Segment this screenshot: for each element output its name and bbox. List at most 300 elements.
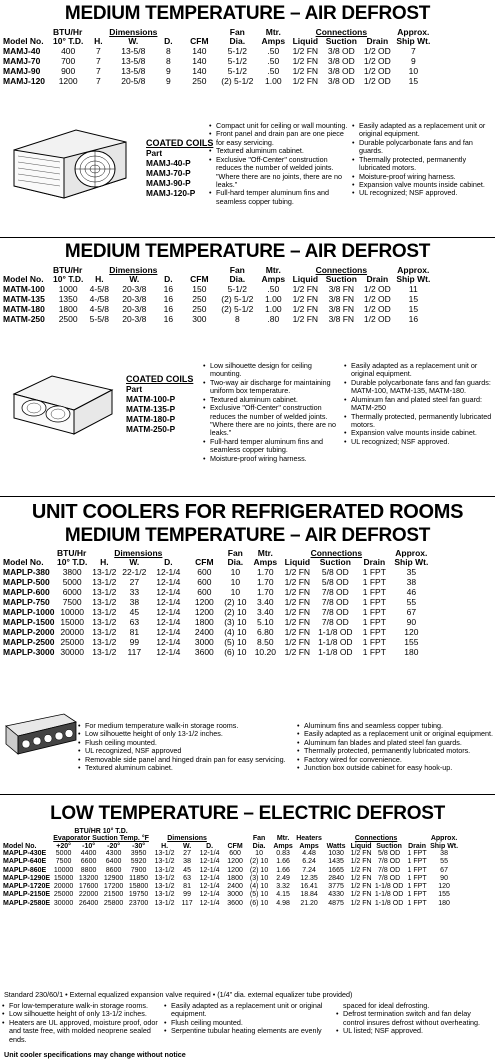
table-cell: 4.48 bbox=[302, 850, 316, 858]
table-cell: 4-/58 bbox=[89, 293, 110, 304]
hdr-approx: Approx. bbox=[395, 548, 428, 558]
table-cell: 25000 bbox=[60, 636, 84, 647]
table-cell: 13-5/8 bbox=[121, 55, 146, 66]
table-cell: 1/2 FN bbox=[284, 576, 311, 587]
table-cell: 7/8 OD bbox=[377, 866, 401, 874]
table-cell: 1/2 FN bbox=[292, 55, 319, 66]
table-cell: 25000 bbox=[53, 891, 74, 899]
hdr-approx: Approx. bbox=[397, 27, 430, 37]
hdr-suction: Suction bbox=[319, 556, 351, 567]
table-cell: 1 FPT bbox=[362, 596, 386, 607]
table-cell: 1200 bbox=[227, 866, 243, 874]
table-cell: 10000 bbox=[60, 606, 84, 617]
table-cell: 1/2 FN bbox=[350, 866, 372, 874]
model-cell: MATM-250 bbox=[3, 313, 45, 324]
hdr-d: D. bbox=[206, 842, 214, 850]
table-cell: (6) 10 bbox=[249, 899, 269, 907]
table-cell: 20-3/8 bbox=[122, 293, 147, 304]
s2-spec-table bbox=[2, 266, 482, 324]
table-cell: 13-1/2 bbox=[92, 596, 117, 607]
table-cell: 5.10 bbox=[257, 616, 274, 627]
table-cell: (4) 10 bbox=[249, 883, 269, 891]
table-cell: (2) 5-1/2 bbox=[221, 75, 254, 86]
hdr-fan-dia: Dia. bbox=[229, 273, 246, 284]
table-cell: 9 bbox=[165, 65, 171, 76]
feature-bullet: • Easily adapted as a replacement unit or original equipment. bbox=[352, 122, 492, 139]
feature-bullet: • For medium temperature walk-in storage rooms. bbox=[78, 722, 288, 730]
table-cell: 38 bbox=[440, 850, 448, 858]
feature-bullet: • Heaters are UL approved, moisture proof, odor and taste free, with molded neoprene sealed ends. bbox=[2, 1019, 162, 1044]
feature-bullet: • Low silhouette height of only 13-1/2 inches. bbox=[2, 1010, 162, 1018]
table-cell: 155 bbox=[404, 636, 419, 647]
table-cell: 13-1/2 bbox=[154, 891, 175, 899]
table-row bbox=[2, 627, 430, 637]
table-cell: 12-1/4 bbox=[199, 891, 220, 899]
model-cell: MAPLP-2000 bbox=[3, 626, 55, 637]
hdr-fan-dia: Dia. bbox=[229, 35, 246, 46]
table-cell: 13-1/2 bbox=[154, 883, 175, 891]
feature-bullet: • Aluminum fan blades and plated steel fan guards. bbox=[297, 739, 493, 747]
table-cell: 18.84 bbox=[300, 891, 318, 899]
table-cell: 45 bbox=[129, 606, 140, 617]
table-cell: 12-1/4 bbox=[156, 586, 181, 597]
feature-bullet: • Defrost termination switch and fan delay control insures defrost without overheating. bbox=[336, 1010, 494, 1027]
hdr-suction: Suction bbox=[325, 273, 357, 284]
table-cell: .50 bbox=[267, 55, 280, 66]
table-cell: 5000 bbox=[62, 576, 82, 587]
hdr-btu: BTU/Hr bbox=[57, 548, 87, 558]
table-cell: 2500 bbox=[58, 313, 78, 324]
hdr-fan: Fan bbox=[227, 548, 243, 558]
hdr-mtr: Mtr. bbox=[257, 548, 273, 558]
table-cell: 1/2 FN bbox=[284, 586, 311, 597]
table-cell: 16.41 bbox=[300, 883, 318, 891]
feature-bullet: • Flush ceiling mounted. bbox=[164, 1019, 334, 1027]
table-cell: 1/2 FN bbox=[284, 606, 311, 617]
table-cell: 1 FPT bbox=[362, 606, 386, 617]
hdr-amps: Amps bbox=[261, 35, 286, 46]
table-cell: 1/2 FN bbox=[350, 899, 372, 907]
hdr-fan-dia: Dia. bbox=[227, 556, 244, 567]
model-cell: MATM-135 bbox=[3, 293, 45, 304]
table-cell: 1800 bbox=[194, 616, 214, 627]
s3-features-left bbox=[78, 722, 288, 773]
table-cell: 11 bbox=[408, 283, 418, 294]
coated-part-number: MATM-180-P bbox=[126, 413, 176, 424]
hdr-shipwt: Ship Wt. bbox=[394, 556, 429, 567]
table-cell: 12900 bbox=[103, 874, 124, 882]
table-cell: 140 bbox=[192, 45, 207, 56]
hdr-btu-td: 10° T.D. bbox=[53, 35, 84, 46]
table-cell: 16 bbox=[163, 313, 174, 324]
coated-title: COATED COILS bbox=[146, 138, 214, 148]
table-cell: 3.40 bbox=[257, 606, 274, 617]
table-cell: 2400 bbox=[194, 626, 214, 637]
coated-part-number: MATM-135-P bbox=[126, 403, 176, 414]
table-cell: 1/2 FN bbox=[292, 75, 319, 86]
table-cell: 1/2 FN bbox=[350, 850, 372, 858]
table-cell: 900 bbox=[61, 65, 76, 76]
feature-bullet: • Thermally protected, permanently lubricated motors. bbox=[344, 413, 492, 430]
table-cell: 7/8 OD bbox=[321, 606, 349, 617]
table-cell: (2) 10 bbox=[224, 596, 247, 607]
table-cell: 150 bbox=[192, 283, 207, 294]
table-cell: 117 bbox=[127, 646, 142, 657]
table-cell: 5/8 OD bbox=[321, 566, 349, 577]
table-cell: 7500 bbox=[55, 858, 72, 866]
feature-bullet: • Thermally protected, permanently lubricated motors. bbox=[352, 156, 492, 173]
feature-bullet: • Factory wired for convenience. bbox=[297, 756, 493, 764]
s1-features-right bbox=[352, 122, 492, 198]
feature-bullet: • Easily adapted as a replacement unit or original equipment. bbox=[344, 362, 492, 379]
table-cell: 3.40 bbox=[257, 596, 274, 607]
hdr-temp-10: -10° bbox=[82, 842, 96, 850]
table-cell: 10 bbox=[408, 65, 419, 76]
table-cell: 15800 bbox=[128, 883, 149, 891]
table-cell: 600 bbox=[197, 586, 212, 597]
feature-bullet: • UL recognized; NSF approved. bbox=[352, 189, 492, 197]
model-cell: MAPLP-2150E bbox=[3, 891, 51, 899]
table-cell: (4) 10 bbox=[224, 626, 247, 637]
hdr-btu-td: 10° T.D. bbox=[57, 556, 88, 567]
hdr-fan-dia: Dia. bbox=[252, 842, 266, 850]
table-cell: 13-1/2 bbox=[92, 646, 117, 657]
hdr-suction: Suction bbox=[376, 842, 402, 850]
table-cell: 27 bbox=[129, 576, 140, 587]
table-cell: 140 bbox=[192, 55, 207, 66]
table-cell: 180 bbox=[438, 899, 450, 907]
table-cell: 7/8 OD bbox=[377, 858, 401, 866]
table-cell: 12-1/4 bbox=[156, 626, 181, 637]
table-cell: 1 FPT bbox=[362, 626, 386, 637]
s3-spec-table bbox=[2, 549, 482, 657]
hdr-mtr: Mtr. bbox=[265, 27, 281, 37]
table-cell: 13-5/8 bbox=[121, 45, 146, 56]
hdr-connections: Connections bbox=[315, 265, 368, 275]
table-cell: 6000 bbox=[62, 586, 82, 597]
table-row bbox=[2, 891, 459, 899]
feature-bullet: • Moisture-proof wiring harness. bbox=[352, 173, 492, 181]
model-cell: MAMJ-70 bbox=[3, 55, 41, 66]
table-row bbox=[2, 66, 432, 76]
table-cell: 16 bbox=[163, 283, 174, 294]
table-cell: 1200 bbox=[58, 75, 78, 86]
section2-title: MEDIUM TEMPERATURE – AIR DEFROST bbox=[64, 241, 431, 262]
feature-bullet: • Moisture-proof wiring harness. bbox=[203, 455, 343, 463]
table-cell: 30000 bbox=[53, 899, 74, 907]
table-cell: 33 bbox=[129, 586, 140, 597]
s4-features-b bbox=[164, 1002, 334, 1036]
table-cell: 1.00 bbox=[265, 303, 282, 314]
s2-features-right bbox=[344, 362, 492, 446]
table-cell: 400 bbox=[61, 45, 76, 56]
matm-unit-illustration bbox=[8, 370, 118, 440]
hdr-cfm: CFM bbox=[227, 842, 243, 850]
table-cell: 15000 bbox=[60, 616, 84, 627]
table-cell: 13-1/2 bbox=[154, 899, 175, 907]
table-cell: 1/2 OD bbox=[363, 55, 391, 66]
feature-bullet: • Expansion valve mounts inside cabinet. bbox=[344, 429, 492, 437]
table-cell: 1-1/8 OD bbox=[374, 883, 404, 891]
table-cell: 3/8 FN bbox=[328, 303, 355, 314]
table-cell: 1 FPT bbox=[407, 858, 427, 866]
table-cell: 38 bbox=[129, 596, 140, 607]
hdr-cfm: CFM bbox=[190, 273, 209, 284]
table-cell: 5/8 OD bbox=[377, 850, 401, 858]
hdr-fan: Fan bbox=[252, 835, 266, 843]
table-cell: 1665 bbox=[328, 866, 344, 874]
table-cell: (3) 10 bbox=[249, 874, 269, 882]
table-cell: 1030 bbox=[328, 850, 344, 858]
table-cell: 1-1/8 OD bbox=[318, 626, 353, 637]
feature-bullet: • Durable polycarbonate fans and fan guards. bbox=[352, 139, 492, 156]
table-cell: 20000 bbox=[60, 626, 84, 637]
table-cell: .50 bbox=[267, 283, 280, 294]
hdr-connections: Connections bbox=[315, 27, 368, 37]
table-cell: 1.66 bbox=[276, 858, 290, 866]
hdr-btu-td: 10° T.D. bbox=[53, 273, 84, 284]
hdr-liquid: Liquid bbox=[292, 273, 319, 284]
table-cell: 1/2 FN bbox=[350, 858, 372, 866]
hdr-w: W. bbox=[129, 273, 140, 284]
table-cell: 1200 bbox=[194, 596, 214, 607]
divider bbox=[0, 794, 495, 795]
table-cell: 13-1/2 bbox=[154, 858, 175, 866]
hdr-liquid: Liquid bbox=[292, 35, 319, 46]
table-cell: 1 FPT bbox=[407, 891, 427, 899]
table-cell: 1 FPT bbox=[407, 866, 427, 874]
table-cell: (5) 10 bbox=[224, 636, 247, 647]
feature-bullet: • Exclusive "Off-Center" construction reduces the number of welded joints. "Where there are no joints, there are no leaks." bbox=[203, 404, 343, 438]
table-cell: 1-1/8 OD bbox=[374, 899, 404, 907]
s2-features-left bbox=[203, 362, 343, 463]
table-cell: 700 bbox=[61, 55, 76, 66]
table-cell: 15 bbox=[408, 303, 419, 314]
hdr-drain: Drain bbox=[363, 556, 386, 567]
table-cell: 3/8 FN bbox=[328, 293, 355, 304]
s4-spec-table bbox=[2, 828, 494, 908]
table-cell: 12-1/4 bbox=[156, 566, 181, 577]
hdr-connections: Connections bbox=[310, 548, 363, 558]
table-cell: 1/2 OD bbox=[363, 313, 391, 324]
table-cell: 1.66 bbox=[276, 866, 290, 874]
table-cell: 13-1/2 bbox=[92, 566, 117, 577]
feature-bullet: • Textured aluminum cabinet. bbox=[203, 396, 343, 404]
table-cell: .80 bbox=[267, 313, 280, 324]
table-cell: 12-1/4 bbox=[199, 883, 220, 891]
hdr-amps: Amps bbox=[273, 842, 293, 850]
section1-title: MEDIUM TEMPERATURE – AIR DEFROST bbox=[64, 3, 431, 24]
table-cell: 1800 bbox=[227, 874, 243, 882]
table-row bbox=[2, 617, 430, 627]
table-cell: 13-5/8 bbox=[121, 65, 146, 76]
table-cell: 6.24 bbox=[302, 858, 316, 866]
table-cell: 10.20 bbox=[254, 646, 276, 657]
table-cell: 15 bbox=[408, 75, 419, 86]
table-cell: 55 bbox=[440, 858, 448, 866]
table-cell: 1-1/8 OD bbox=[374, 891, 404, 899]
hdr-dimensions: Dimensions bbox=[114, 548, 163, 558]
model-cell: MAPLP-750 bbox=[3, 596, 50, 607]
table-row bbox=[2, 637, 430, 647]
table-cell: 3/8 OD bbox=[327, 75, 355, 86]
table-cell: 1 FPT bbox=[362, 586, 386, 597]
table-cell: 1/2 FN bbox=[350, 891, 372, 899]
feature-bullet: • Textured aluminum cabinet. bbox=[78, 764, 288, 772]
hdr-heaters: Heaters bbox=[296, 835, 322, 843]
table-cell: 600 bbox=[197, 576, 212, 587]
table-cell: 1/2 FN bbox=[350, 883, 372, 891]
feature-bullet: • UL recognized; NSF approved. bbox=[344, 438, 492, 446]
hdr-shipwt: Ship Wt. bbox=[430, 842, 459, 850]
table-cell: 15 bbox=[408, 293, 419, 304]
table-cell: 10 bbox=[230, 576, 241, 587]
table-cell: 90 bbox=[440, 874, 448, 882]
table-cell: 1/2 OD bbox=[363, 303, 391, 314]
table-cell: 10000 bbox=[53, 866, 74, 874]
table-cell: 1200 bbox=[194, 606, 214, 617]
table-cell: 63 bbox=[183, 874, 191, 882]
table-row bbox=[2, 875, 459, 883]
table-cell: 12-1/4 bbox=[199, 899, 220, 907]
table-cell: 3775 bbox=[328, 883, 344, 891]
table-row bbox=[2, 607, 430, 617]
table-cell: 250 bbox=[192, 293, 207, 304]
table-cell: 22-1/2 bbox=[122, 566, 147, 577]
hdr-heater-amps: Amps bbox=[299, 842, 319, 850]
table-cell: 27 bbox=[183, 850, 191, 858]
feature-bullet: • Expansion valve mounts inside cabinet. bbox=[352, 181, 492, 189]
table-cell: 1/2 FN bbox=[284, 646, 311, 657]
table-cell: 13-1/2 bbox=[154, 850, 175, 858]
divider bbox=[0, 237, 495, 238]
table-cell: (2) 10 bbox=[249, 866, 269, 874]
table-row bbox=[2, 314, 432, 324]
table-row bbox=[2, 850, 459, 858]
hdr-dimensions: Dimensions bbox=[109, 265, 158, 275]
table-cell: 7 bbox=[410, 45, 416, 56]
hdr-btu: BTU/Hr bbox=[53, 265, 83, 275]
hdr-w: W. bbox=[128, 35, 139, 46]
table-cell: 9 bbox=[165, 75, 171, 86]
section4-title: LOW TEMPERATURE – ELECTRIC DEFROST bbox=[50, 803, 445, 824]
table-cell: 1/2 FN bbox=[350, 874, 372, 882]
table-cell: 16 bbox=[163, 303, 174, 314]
table-cell: 140 bbox=[192, 65, 207, 76]
table-cell: 1-1/8 OD bbox=[318, 636, 353, 647]
table-cell: 35 bbox=[406, 566, 417, 577]
table-cell: 120 bbox=[438, 883, 450, 891]
table-cell: 67 bbox=[440, 866, 448, 874]
table-cell: 26400 bbox=[78, 899, 99, 907]
table-cell: 1/2 OD bbox=[363, 65, 391, 76]
table-cell: 4.98 bbox=[276, 899, 290, 907]
table-cell: 1.00 bbox=[265, 293, 282, 304]
table-cell: 3/8 FN bbox=[328, 313, 355, 324]
hdr-dimensions: Dimensions bbox=[167, 835, 207, 843]
feature-bullet: • Full-hard temper aluminum fins and seamless copper tubing. bbox=[203, 438, 343, 455]
table-cell: 12-1/4 bbox=[156, 636, 181, 647]
model-cell: MAMJ-40 bbox=[3, 45, 41, 56]
table-cell: 1/2 OD bbox=[363, 75, 391, 86]
feature-bullet: • Aluminum fan and plated steel fan guard: MATM-250 bbox=[344, 396, 492, 413]
table-cell: (2) 10 bbox=[224, 606, 247, 617]
table-cell: 16 bbox=[408, 313, 419, 324]
hdr-watts: Watts bbox=[326, 842, 346, 850]
table-cell: (2) 5-1/2 bbox=[221, 293, 254, 304]
feature-bullet: • Removable side panel and hinged drain pan for easy servicing. bbox=[78, 756, 288, 764]
table-cell: 25800 bbox=[103, 899, 124, 907]
feature-bullet: • Front panel and drain pan are one piece for easy servicing. bbox=[209, 130, 349, 147]
table-cell: 21500 bbox=[103, 891, 124, 899]
table-cell: 8 bbox=[234, 313, 240, 324]
hdr-mtr: Mtr. bbox=[276, 835, 290, 843]
feature-bullet: • Full-hard temper aluminum fins and seamless copper tubing. bbox=[209, 189, 349, 206]
hdr-d: D. bbox=[164, 556, 173, 567]
section3-title: UNIT COOLERS FOR REFRIGERATED ROOMS bbox=[31, 501, 464, 523]
table-cell: 1 FPT bbox=[407, 899, 427, 907]
table-cell: 1 FPT bbox=[407, 874, 427, 882]
table-cell: 1/2 FN bbox=[292, 293, 319, 304]
model-cell: MAPLP-640E bbox=[3, 858, 47, 866]
table-cell: 1200 bbox=[227, 858, 243, 866]
table-cell: 46 bbox=[406, 586, 417, 597]
table-cell: 4.15 bbox=[276, 891, 290, 899]
table-cell: 0.83 bbox=[276, 850, 290, 858]
table-cell: 180 bbox=[404, 646, 419, 657]
hdr-mtr: Mtr. bbox=[265, 265, 281, 275]
table-cell: 30000 bbox=[60, 646, 84, 657]
model-cell: MAPLP-430E bbox=[3, 850, 47, 858]
table-cell: 1/2 OD bbox=[363, 45, 391, 56]
table-cell: 99 bbox=[129, 636, 140, 647]
table-cell: 10 bbox=[230, 566, 241, 577]
table-cell: 5/8 OD bbox=[321, 576, 349, 587]
table-cell: 1/2 FN bbox=[284, 636, 311, 647]
table-cell: 7 bbox=[95, 55, 101, 66]
table-cell: 4400 bbox=[80, 850, 97, 858]
feature-bullet: • Durable polycarbonate fans and fan guards: MATM-100, MATM-135, MATM-180. bbox=[344, 379, 492, 396]
table-cell: 3800 bbox=[62, 566, 82, 577]
model-cell: MATM-180 bbox=[3, 303, 45, 314]
table-cell: (6) 10 bbox=[224, 646, 247, 657]
table-cell: 1350 bbox=[58, 293, 78, 304]
feature-bullet: • Junction box outside cabinet for easy hook-up. bbox=[297, 764, 493, 772]
table-row bbox=[2, 597, 430, 607]
table-cell: 1 FPT bbox=[362, 616, 386, 627]
feature-bullet: • Exclusive "Off-Center" construction reduces the number of welded joints. "Where there are no joints, there are no leaks." bbox=[209, 156, 349, 190]
table-cell: 3600 bbox=[194, 646, 214, 657]
table-cell: 2400 bbox=[227, 883, 243, 891]
table-cell: 117 bbox=[181, 899, 193, 907]
table-cell: 5-1/2 bbox=[227, 65, 248, 76]
table-cell: (3) 10 bbox=[224, 616, 247, 627]
table-cell: 13-1/2 bbox=[154, 874, 175, 882]
hdr-amps: Amps bbox=[253, 556, 278, 567]
hdr-model: Model No. bbox=[3, 273, 44, 284]
table-cell: 6.80 bbox=[257, 626, 274, 637]
hdr-drain: Drain bbox=[366, 273, 389, 284]
table-cell: 1/2 FN bbox=[284, 596, 311, 607]
model-cell: MATM-100 bbox=[3, 283, 45, 294]
table-cell: .50 bbox=[267, 45, 280, 56]
feature-bullet: • Compact unit for ceiling or wall mounting. bbox=[209, 122, 349, 130]
table-cell: 7/8 OD bbox=[321, 586, 349, 597]
hdr-cfm: CFM bbox=[190, 35, 209, 46]
hdr-shipwt: Ship Wt. bbox=[396, 35, 431, 46]
feature-bullet: • Easily adapted as a replacement unit or original equipment. bbox=[164, 1002, 334, 1019]
table-cell: 15000 bbox=[53, 874, 74, 882]
